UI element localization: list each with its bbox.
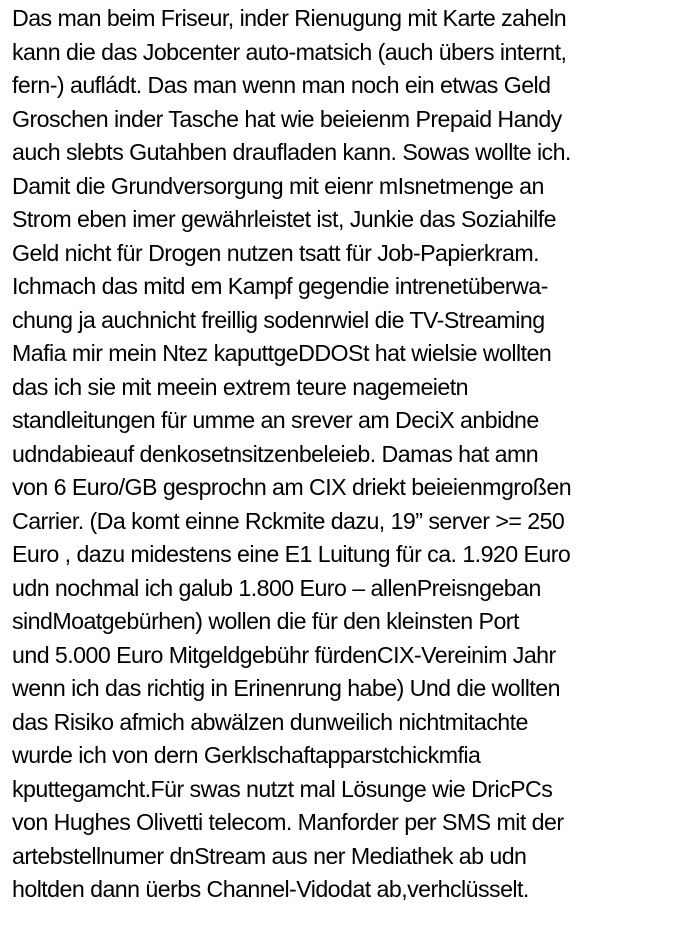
text-line: chung ja auchnicht freillig sodenrwiel die TV-Streaming bbox=[12, 306, 545, 333]
text-line: das ich sie mit meein extrem teure nagemeietn bbox=[12, 373, 468, 400]
text-line: von 6 Euro/GB gesprochn am CIX driekt beieienmgroßen bbox=[12, 474, 572, 500]
text-line: von Hughes Olivetti telecom. Manforder per SMS mit der bbox=[12, 809, 564, 835]
text-line: standleitungen für umme an srever am DeciX anbidne bbox=[12, 407, 539, 433]
text-line: wenn ich das richtig in Erinenrung habe) Und die wollten bbox=[12, 675, 560, 701]
text-line: und 5.000 Euro Mitgeldgebühr fürdenCIX-Vereinim Jahr bbox=[12, 641, 556, 668]
text-line: Strom eben imer gewährleistet ist, Junkie das Soziahilfe bbox=[12, 206, 557, 232]
text-line: Geld nicht für Drogen nutzen tsatt für Job-Papierkram. bbox=[12, 239, 540, 266]
text-line: udndabieauf denkosetnsitzenbeleieb. Damas hat amn bbox=[12, 440, 539, 467]
text-line: fern-) aufládt. Das man wenn man noch ein etwas Geld bbox=[12, 72, 551, 98]
text-line: Das man beim Friseur, inder Rienugung mit Karte zaheln bbox=[12, 5, 567, 31]
text-line: Euro , dazu midestens eine E1 Luitung für ca. 1.920 Euro bbox=[12, 541, 571, 567]
text-line: udn nochmal ich galub 1.800 Euro – allenPreisngeban bbox=[12, 574, 541, 601]
text-line: Carrier. (Da komt einne Rckmite dazu, 19” server >= 250 bbox=[12, 507, 565, 534]
text-line: das Risiko afmich abwälzen dunweilich nichtmitachte bbox=[12, 708, 528, 735]
text-line: Damit die Grundversorgung mit eienr mIsnetmenge an bbox=[12, 172, 544, 199]
text-line: sindMoatgebürhen) wollen die für den kleinsten Port bbox=[12, 608, 519, 634]
text-line: Groschen inder Tasche hat wie beieienm Prepaid Handy bbox=[12, 105, 562, 132]
text-line: Mafia mir mein Ntez kaputtgeDDOSt hat wielsie wollten bbox=[12, 340, 552, 366]
text-line: artebstellnumer dnStream aus ner Mediathek ab udn bbox=[12, 842, 527, 869]
text-line: auch slebts Gutahben draufladen kann. Sowas wollte ich. bbox=[12, 139, 571, 165]
text-line: kann die das Jobcenter auto-matsich (auch übers internt, bbox=[12, 38, 567, 65]
text-line: holtden dann üerbs Channel-Vidodat ab,verhclüsselt. bbox=[12, 876, 529, 902]
text-line: Ichmach das mitd em Kampf gegendie intrenetüberwa- bbox=[12, 273, 548, 299]
body-text bbox=[12, 2, 684, 907]
text-line: wurde ich von dern Gerklschaftapparstchickmfia bbox=[12, 742, 481, 768]
text-line: kputtegamcht.Für swas nutzt mal Lösunge wie DricPCs bbox=[12, 775, 553, 802]
